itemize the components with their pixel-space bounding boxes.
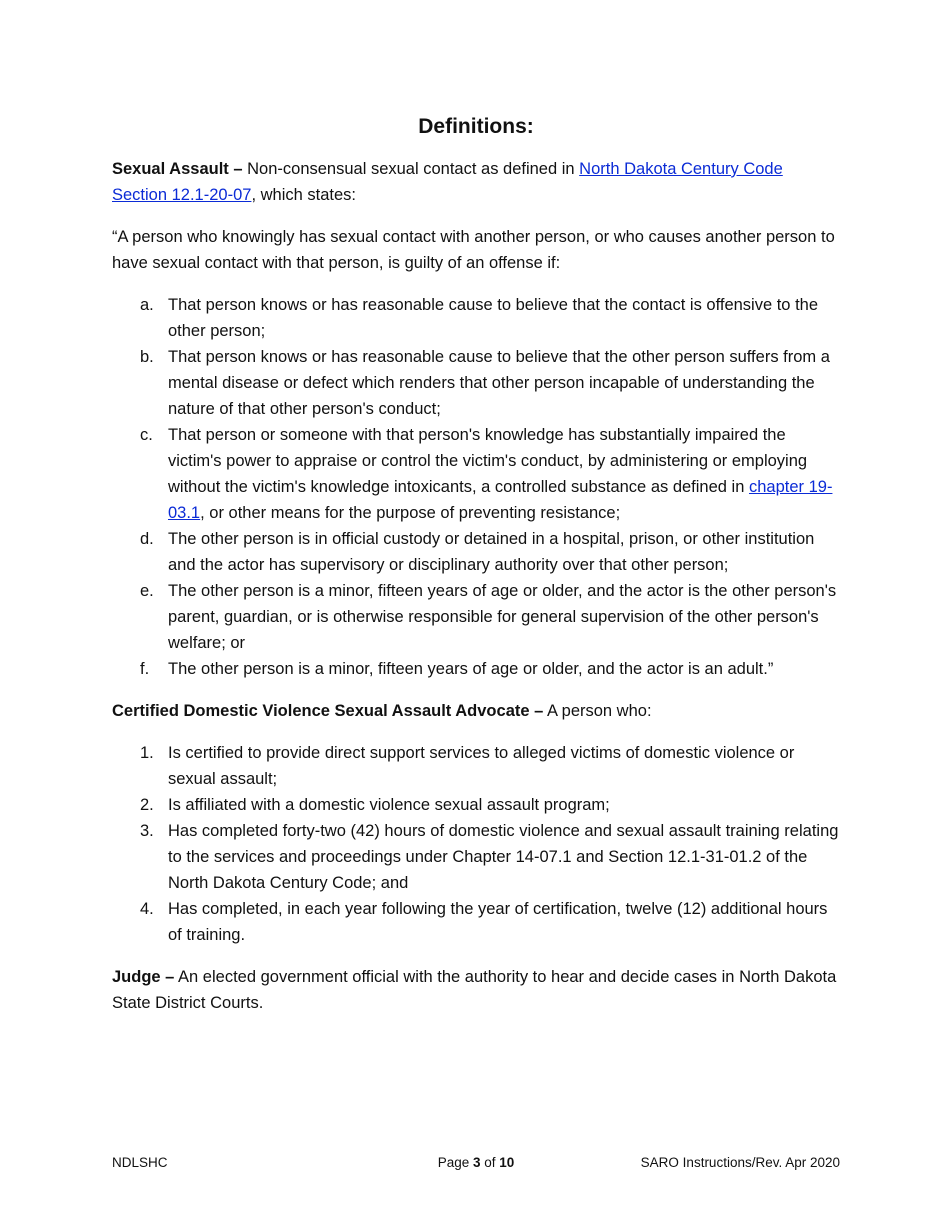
judge-definition	[112, 964, 840, 1016]
list-item-text: The other person is in official custody or detained in a hospital, prison, or other institution and the actor has supervisory or disciplinary authority over that other person;	[168, 530, 815, 574]
list-item-text: The other person is a minor, fifteen years of age or older, and the actor is the other person's parent, guardian, or is otherwise responsible for general supervision of the other person's welfare; or	[168, 582, 837, 652]
list-item	[112, 656, 840, 682]
list-marker: c.	[140, 426, 153, 444]
list-item	[112, 292, 840, 344]
sexual-assault-quote: “A person who knowingly has sexual contact with another person, or who causes another person to have sexual contact with that person, is guilty of an offense if:	[112, 228, 835, 272]
list-item-text: Is certified to provide direct support services to alleged victims of domestic violence or sexual assault;	[168, 744, 795, 788]
advocate-requirements-list	[112, 740, 840, 948]
list-marker: b.	[140, 348, 154, 366]
list-marker: d.	[140, 530, 154, 548]
footer-page-number	[355, 1153, 598, 1173]
list-item	[112, 818, 840, 896]
page-title: Definitions:	[418, 115, 534, 138]
list-marker: 2.	[140, 796, 154, 814]
advocate-definition	[112, 698, 840, 724]
list-marker: 1.	[140, 744, 154, 762]
list-marker: a.	[140, 296, 154, 314]
document-page	[112, 112, 840, 1032]
list-item-text-after: , or other means for the purpose of preventing resistance;	[200, 504, 621, 522]
chapter-19-03-1-link[interactable]: chapter 19-03.1	[168, 478, 833, 522]
list-item-text: Is affiliated with a domestic violence sexual assault program;	[168, 796, 610, 814]
sexual-assault-intro: Non-consensual sexual contact as defined in	[242, 160, 580, 178]
list-item-text: Has completed forty-two (42) hours of domestic violence and sexual assault training relating to the services and proceedings under Chapter 14-07.1 and Section 12.1-31-01.2 of the North Dakota Century Code; and	[168, 822, 839, 892]
sexual-assault-after-link: , which states:	[251, 186, 356, 204]
sexual-assault-term: Sexual Assault –	[112, 160, 243, 178]
offense-conditions-list	[112, 292, 840, 682]
judge-text: An elected government official with the authority to hear and decide cases in North Dakota State District Courts.	[112, 968, 837, 1012]
list-marker: 4.	[140, 900, 154, 918]
advocate-term: Certified Domestic Violence Sexual Assault Advocate –	[112, 702, 544, 720]
page-footer	[112, 1153, 840, 1173]
list-marker: e.	[140, 582, 154, 600]
list-marker: 3.	[140, 822, 154, 840]
list-item	[112, 422, 840, 526]
ndcc-12-1-20-07-link[interactable]: North Dakota Century Code Section 12.1-20-07	[112, 160, 783, 204]
footer-revision: SARO Instructions/Rev. Apr 2020	[640, 1155, 841, 1170]
list-item-text-before: That person or someone with that person's knowledge has substantially impaired the victim's power to appraise or control the victim's conduct, by administering or employing without the victim's knowledge intoxicants, a controlled substance as defined in	[168, 426, 808, 496]
page-of: of	[480, 1155, 500, 1170]
list-item	[112, 740, 840, 792]
page-prefix: Page	[437, 1155, 473, 1170]
page-total: 10	[499, 1155, 515, 1170]
judge-term: Judge –	[112, 968, 175, 986]
footer-org: NDLSHC	[112, 1155, 168, 1170]
list-item-text: That person knows or has reasonable cause to believe that the contact is offensive to the other person;	[168, 296, 819, 340]
list-item	[112, 578, 840, 656]
page-current: 3	[472, 1155, 481, 1170]
list-item	[112, 344, 840, 422]
list-item	[112, 792, 840, 818]
list-item	[112, 526, 840, 578]
list-item-text: The other person is a minor, fifteen years of age or older, and the actor is an adult.”	[168, 660, 774, 678]
advocate-intro: A person who:	[543, 702, 652, 720]
list-item-text: Has completed, in each year following the year of certification, twelve (12) additional hours of training.	[168, 900, 828, 944]
list-marker: f.	[140, 660, 150, 678]
list-item-text: That person knows or has reasonable cause to believe that the other person suffers from a mental disease or defect which renders that other person incapable of understanding the nature of that other person's conduct;	[168, 348, 830, 418]
list-item	[112, 896, 840, 948]
sexual-assault-definition	[112, 156, 840, 208]
